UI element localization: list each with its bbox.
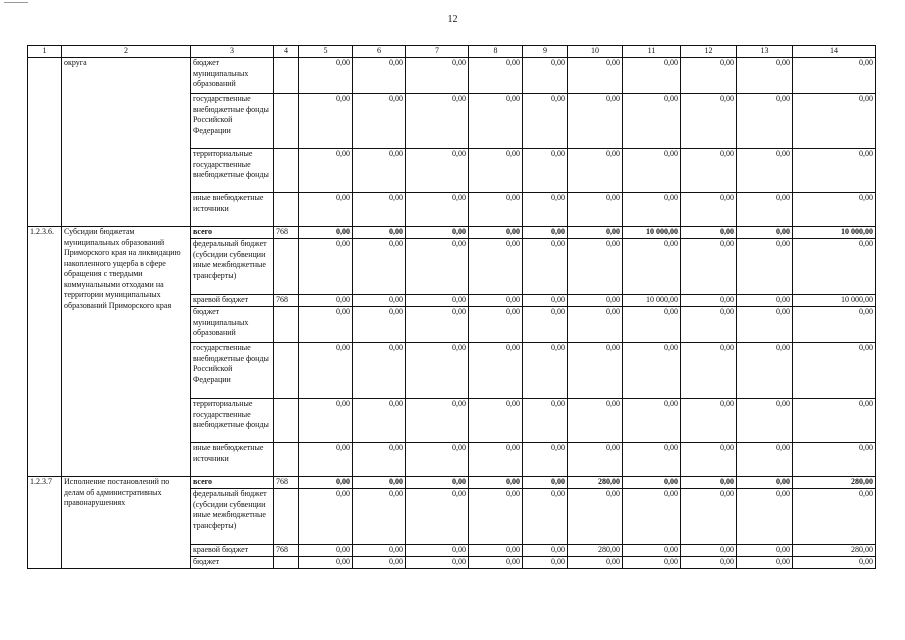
value-cell: 0,00 bbox=[299, 193, 353, 227]
value-cell: 0,00 bbox=[469, 399, 523, 443]
value-cell: 0,00 bbox=[299, 94, 353, 149]
value-cell: 0,00 bbox=[523, 343, 568, 399]
value-cell: 0,00 bbox=[353, 545, 406, 557]
source-cell-total: всего bbox=[191, 227, 274, 239]
value-cell: 0,00 bbox=[568, 149, 623, 193]
value-cell: 0,00 bbox=[299, 343, 353, 399]
value-cell: 0,00 bbox=[737, 545, 793, 557]
value-cell: 0,00 bbox=[737, 295, 793, 307]
value-cell: 0,00 bbox=[623, 399, 681, 443]
value-cell: 0,00 bbox=[681, 557, 737, 569]
column-header-row bbox=[28, 46, 876, 58]
value-cell: 0,00 bbox=[793, 489, 876, 545]
value-cell: 0,00 bbox=[469, 477, 523, 489]
col-header: 7 bbox=[406, 46, 469, 58]
item-number: 1.2.3.6. bbox=[28, 227, 62, 477]
value-cell: 0,00 bbox=[353, 58, 406, 94]
value-cell: 0,00 bbox=[353, 227, 406, 239]
value-cell: 0,00 bbox=[406, 295, 469, 307]
value-cell: 0,00 bbox=[623, 58, 681, 94]
value-cell: 0,00 bbox=[737, 557, 793, 569]
value-cell: 0,00 bbox=[737, 58, 793, 94]
source-cell: иные внебюджетные источники bbox=[191, 193, 274, 227]
code-cell: 768 bbox=[274, 545, 299, 557]
value-cell: 0,00 bbox=[737, 477, 793, 489]
value-cell: 0,00 bbox=[523, 149, 568, 193]
value-cell: 0,00 bbox=[523, 477, 568, 489]
source-cell: государственные внебюджетные фонды Российской Федерации bbox=[191, 94, 274, 149]
value-cell: 0,00 bbox=[523, 295, 568, 307]
value-cell: 0,00 bbox=[623, 557, 681, 569]
value-cell: 0,00 bbox=[681, 307, 737, 343]
value-cell: 0,00 bbox=[523, 489, 568, 545]
value-cell: 0,00 bbox=[469, 149, 523, 193]
value-cell: 0,00 bbox=[299, 227, 353, 239]
value-cell: 0,00 bbox=[681, 227, 737, 239]
value-cell: 0,00 bbox=[681, 193, 737, 227]
value-cell: 0,00 bbox=[793, 94, 876, 149]
value-cell: 0,00 bbox=[681, 545, 737, 557]
value-cell: 0,00 bbox=[523, 193, 568, 227]
source-cell: иные внебюджетные источники bbox=[191, 443, 274, 477]
source-cell: территориальные государственные внебюджетные фонды bbox=[191, 399, 274, 443]
value-cell: 0,00 bbox=[353, 343, 406, 399]
value-cell: 0,00 bbox=[568, 94, 623, 149]
col-header: 10 bbox=[568, 46, 623, 58]
value-cell: 0,00 bbox=[681, 343, 737, 399]
value-cell: 10 000,00 bbox=[793, 227, 876, 239]
value-cell: 0,00 bbox=[623, 343, 681, 399]
value-cell: 0,00 bbox=[469, 94, 523, 149]
value-cell: 0,00 bbox=[623, 149, 681, 193]
value-cell: 0,00 bbox=[469, 58, 523, 94]
value-cell: 0,00 bbox=[793, 149, 876, 193]
value-cell: 0,00 bbox=[623, 443, 681, 477]
value-cell: 0,00 bbox=[523, 94, 568, 149]
scan-corner-mark bbox=[4, 2, 28, 3]
value-cell: 0,00 bbox=[406, 443, 469, 477]
value-cell: 0,00 bbox=[353, 557, 406, 569]
value-cell: 0,00 bbox=[793, 443, 876, 477]
value-cell: 0,00 bbox=[406, 477, 469, 489]
value-cell: 0,00 bbox=[623, 477, 681, 489]
value-cell: 0,00 bbox=[523, 239, 568, 295]
value-cell: 0,00 bbox=[737, 443, 793, 477]
value-cell: 0,00 bbox=[469, 239, 523, 295]
value-cell: 0,00 bbox=[568, 399, 623, 443]
value-cell: 0,00 bbox=[681, 149, 737, 193]
col-header: 9 bbox=[523, 46, 568, 58]
value-cell: 0,00 bbox=[353, 399, 406, 443]
value-cell: 0,00 bbox=[469, 295, 523, 307]
col-header: 1 bbox=[28, 46, 62, 58]
value-cell: 0,00 bbox=[406, 489, 469, 545]
value-cell: 0,00 bbox=[299, 399, 353, 443]
value-cell: 0,00 bbox=[469, 193, 523, 227]
value-cell: 0,00 bbox=[568, 227, 623, 239]
value-cell: 0,00 bbox=[793, 399, 876, 443]
source-cell: территориальные государственные внебюджетные фонды bbox=[191, 149, 274, 193]
value-cell: 0,00 bbox=[353, 477, 406, 489]
value-cell: 0,00 bbox=[299, 58, 353, 94]
value-cell: 0,00 bbox=[568, 239, 623, 295]
col-header: 11 bbox=[623, 46, 681, 58]
value-cell: 0,00 bbox=[568, 443, 623, 477]
budget-table bbox=[27, 45, 876, 569]
col-header: 4 bbox=[274, 46, 299, 58]
value-cell: 0,00 bbox=[568, 193, 623, 227]
value-cell: 0,00 bbox=[793, 307, 876, 343]
value-cell: 0,00 bbox=[353, 489, 406, 545]
code-cell bbox=[274, 489, 299, 545]
value-cell: 0,00 bbox=[681, 399, 737, 443]
item-title: Субсидии бюджетам муниципальных образований Приморского края на ликвидацию накопленного ущерба в сфере обращения с твердыми коммунальными отходами на территории муниципальных образований Приморского края bbox=[62, 227, 191, 477]
value-cell: 0,00 bbox=[299, 443, 353, 477]
value-cell: 0,00 bbox=[568, 58, 623, 94]
value-cell: 0,00 bbox=[737, 193, 793, 227]
value-cell: 0,00 bbox=[353, 295, 406, 307]
value-cell: 0,00 bbox=[681, 489, 737, 545]
code-cell: 768 bbox=[274, 295, 299, 307]
value-cell: 0,00 bbox=[406, 193, 469, 227]
col-header: 2 bbox=[62, 46, 191, 58]
source-cell: федеральный бюджет (субсидии субвенции иные межбюджетные трансферты) bbox=[191, 239, 274, 295]
value-cell: 10 000,00 bbox=[793, 295, 876, 307]
value-cell: 0,00 bbox=[299, 545, 353, 557]
value-cell: 280,00 bbox=[568, 477, 623, 489]
value-cell: 0,00 bbox=[406, 239, 469, 295]
value-cell: 0,00 bbox=[523, 58, 568, 94]
value-cell: 0,00 bbox=[299, 307, 353, 343]
value-cell: 0,00 bbox=[568, 343, 623, 399]
source-cell: государственные внебюджетные фонды Российской Федерации bbox=[191, 343, 274, 399]
value-cell: 0,00 bbox=[469, 227, 523, 239]
value-cell: 0,00 bbox=[353, 307, 406, 343]
value-cell: 0,00 bbox=[568, 557, 623, 569]
value-cell: 0,00 bbox=[737, 94, 793, 149]
value-cell: 0,00 bbox=[737, 489, 793, 545]
item-title-cell: округа bbox=[62, 58, 191, 227]
value-cell: 0,00 bbox=[737, 343, 793, 399]
value-cell: 0,00 bbox=[737, 307, 793, 343]
value-cell: 0,00 bbox=[523, 557, 568, 569]
value-cell: 0,00 bbox=[299, 149, 353, 193]
value-cell: 0,00 bbox=[568, 307, 623, 343]
value-cell: 0,00 bbox=[793, 193, 876, 227]
value-cell: 0,00 bbox=[523, 545, 568, 557]
value-cell: 0,00 bbox=[523, 399, 568, 443]
value-cell: 0,00 bbox=[406, 307, 469, 343]
code-cell: 768 bbox=[274, 477, 299, 489]
value-cell: 0,00 bbox=[623, 307, 681, 343]
value-cell: 0,00 bbox=[469, 489, 523, 545]
value-cell: 0,00 bbox=[681, 443, 737, 477]
value-cell: 0,00 bbox=[681, 94, 737, 149]
value-cell: 0,00 bbox=[681, 58, 737, 94]
value-cell: 0,00 bbox=[737, 239, 793, 295]
value-cell: 0,00 bbox=[299, 557, 353, 569]
value-cell: 10 000,00 bbox=[623, 227, 681, 239]
value-cell: 0,00 bbox=[568, 489, 623, 545]
source-cell-total: всего bbox=[191, 477, 274, 489]
value-cell: 0,00 bbox=[353, 443, 406, 477]
value-cell: 0,00 bbox=[793, 343, 876, 399]
value-cell: 0,00 bbox=[681, 477, 737, 489]
value-cell: 0,00 bbox=[623, 489, 681, 545]
col-header: 3 bbox=[191, 46, 274, 58]
value-cell: 0,00 bbox=[737, 149, 793, 193]
value-cell: 0,00 bbox=[299, 477, 353, 489]
value-cell: 0,00 bbox=[469, 343, 523, 399]
source-cell: бюджет bbox=[191, 557, 274, 569]
value-cell: 0,00 bbox=[523, 227, 568, 239]
col-header: 8 bbox=[469, 46, 523, 58]
value-cell: 0,00 bbox=[406, 227, 469, 239]
col-header: 6 bbox=[353, 46, 406, 58]
value-cell: 0,00 bbox=[523, 307, 568, 343]
value-cell: 0,00 bbox=[681, 295, 737, 307]
value-cell: 0,00 bbox=[469, 307, 523, 343]
source-cell: бюджет муниципальных образований bbox=[191, 58, 274, 94]
value-cell: 0,00 bbox=[793, 239, 876, 295]
value-cell: 0,00 bbox=[353, 239, 406, 295]
value-cell: 0,00 bbox=[469, 545, 523, 557]
value-cell: 0,00 bbox=[793, 557, 876, 569]
value-cell: 0,00 bbox=[353, 193, 406, 227]
value-cell: 0,00 bbox=[406, 94, 469, 149]
value-cell: 0,00 bbox=[623, 239, 681, 295]
source-cell: бюджет муниципальных образований bbox=[191, 307, 274, 343]
value-cell: 280,00 bbox=[793, 477, 876, 489]
value-cell: 0,00 bbox=[353, 94, 406, 149]
item-number-cell bbox=[28, 58, 62, 227]
table-row bbox=[28, 58, 876, 94]
value-cell: 0,00 bbox=[299, 489, 353, 545]
item-number: 1.2.3.7 bbox=[28, 477, 62, 569]
value-cell: 10 000,00 bbox=[623, 295, 681, 307]
value-cell: 0,00 bbox=[737, 227, 793, 239]
col-header: 12 bbox=[681, 46, 737, 58]
value-cell: 0,00 bbox=[406, 58, 469, 94]
source-cell: краевой бюджет bbox=[191, 545, 274, 557]
value-cell: 0,00 bbox=[623, 94, 681, 149]
value-cell: 0,00 bbox=[469, 557, 523, 569]
table-row bbox=[28, 227, 876, 239]
value-cell: 0,00 bbox=[681, 239, 737, 295]
value-cell: 0,00 bbox=[406, 545, 469, 557]
item-title: Исполнение постановлений по делам об административных правонарушениях bbox=[62, 477, 191, 569]
table-row bbox=[28, 477, 876, 489]
col-header: 13 bbox=[737, 46, 793, 58]
value-cell: 280,00 bbox=[568, 545, 623, 557]
value-cell: 0,00 bbox=[299, 295, 353, 307]
value-cell: 0,00 bbox=[737, 399, 793, 443]
value-cell: 0,00 bbox=[406, 399, 469, 443]
code-cell bbox=[274, 94, 299, 149]
value-cell: 0,00 bbox=[623, 193, 681, 227]
code-cell bbox=[274, 399, 299, 443]
source-cell: краевой бюджет bbox=[191, 295, 274, 307]
code-cell bbox=[274, 307, 299, 343]
value-cell: 0,00 bbox=[406, 557, 469, 569]
code-cell bbox=[274, 443, 299, 477]
value-cell: 0,00 bbox=[523, 443, 568, 477]
code-cell bbox=[274, 239, 299, 295]
value-cell: 0,00 bbox=[623, 545, 681, 557]
col-header: 5 bbox=[299, 46, 353, 58]
page-number: 12 bbox=[447, 14, 458, 25]
value-cell: 0,00 bbox=[299, 239, 353, 295]
code-cell bbox=[274, 557, 299, 569]
source-cell: федеральный бюджет (субсидии субвенции иные межбюджетные трансферты) bbox=[191, 489, 274, 545]
col-header: 14 bbox=[793, 46, 876, 58]
code-cell bbox=[274, 193, 299, 227]
code-cell: 768 bbox=[274, 227, 299, 239]
value-cell: 0,00 bbox=[469, 443, 523, 477]
value-cell: 280,00 bbox=[793, 545, 876, 557]
code-cell bbox=[274, 149, 299, 193]
code-cell bbox=[274, 58, 299, 94]
value-cell: 0,00 bbox=[568, 295, 623, 307]
value-cell: 0,00 bbox=[353, 149, 406, 193]
value-cell: 0,00 bbox=[406, 149, 469, 193]
value-cell: 0,00 bbox=[793, 58, 876, 94]
value-cell: 0,00 bbox=[406, 343, 469, 399]
code-cell bbox=[274, 343, 299, 399]
